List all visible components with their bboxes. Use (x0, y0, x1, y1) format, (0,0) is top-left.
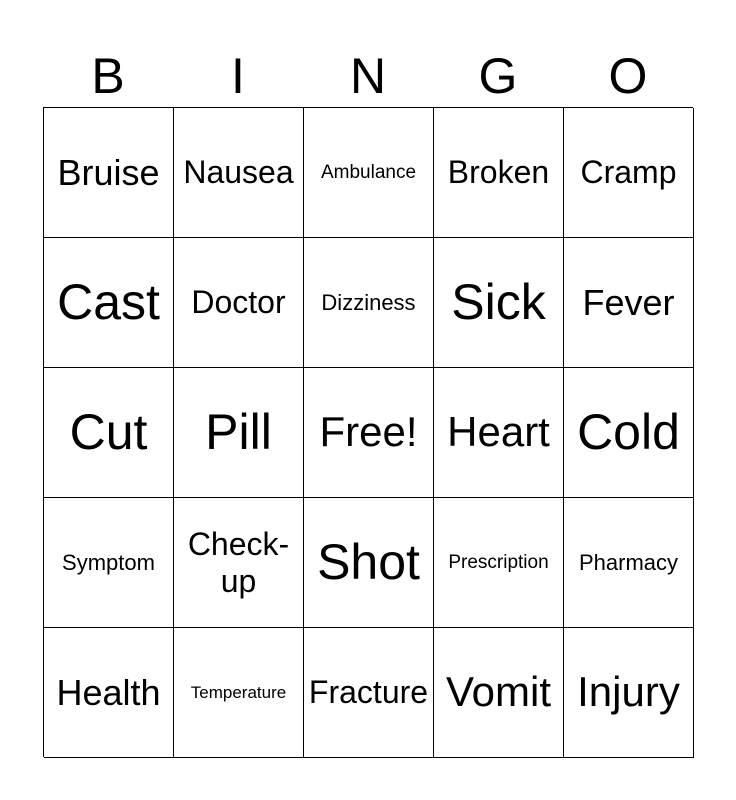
bingo-cell[interactable]: Broken (434, 108, 564, 238)
header-letter-i: I (231, 48, 245, 104)
bingo-cell[interactable]: Cut (44, 368, 174, 498)
bingo-cell[interactable]: Cast (44, 238, 174, 368)
bingo-cell[interactable]: Check-up (174, 498, 304, 628)
bingo-cell[interactable]: Vomit (434, 628, 564, 758)
bingo-cell[interactable]: Cramp (564, 108, 694, 238)
header-letter-g: G (478, 48, 518, 104)
bingo-cell[interactable]: Injury (564, 628, 694, 758)
bingo-cell[interactable]: Prescription (434, 498, 564, 628)
bingo-cell[interactable]: Health (44, 628, 174, 758)
bingo-cell[interactable]: Heart (434, 368, 564, 498)
header-letter-o: O (608, 48, 648, 104)
bingo-cell[interactable]: Cold (564, 368, 694, 498)
bingo-header (43, 44, 693, 108)
header-letter-n: N (349, 48, 387, 104)
bingo-cell[interactable]: Fracture (304, 628, 434, 758)
bingo-cell[interactable]: Sick (434, 238, 564, 368)
bingo-cell[interactable]: Dizziness (304, 238, 434, 368)
header-letter-b: B (91, 48, 125, 104)
bingo-cell[interactable]: Symptom (44, 498, 174, 628)
bingo-cell[interactable]: Nausea (174, 108, 304, 238)
free-space-cell[interactable]: Free! (304, 368, 434, 498)
bingo-cell[interactable]: Pharmacy (564, 498, 694, 628)
bingo-cell[interactable]: Temperature (174, 628, 304, 758)
bingo-cell[interactable]: Shot (304, 498, 434, 628)
bingo-cell[interactable]: Doctor (174, 238, 304, 368)
bingo-cell[interactable]: Pill (174, 368, 304, 498)
bingo-grid (43, 107, 693, 757)
bingo-cell[interactable]: Bruise (44, 108, 174, 238)
bingo-cell[interactable]: Ambulance (304, 108, 434, 238)
bingo-cell[interactable]: Fever (564, 238, 694, 368)
